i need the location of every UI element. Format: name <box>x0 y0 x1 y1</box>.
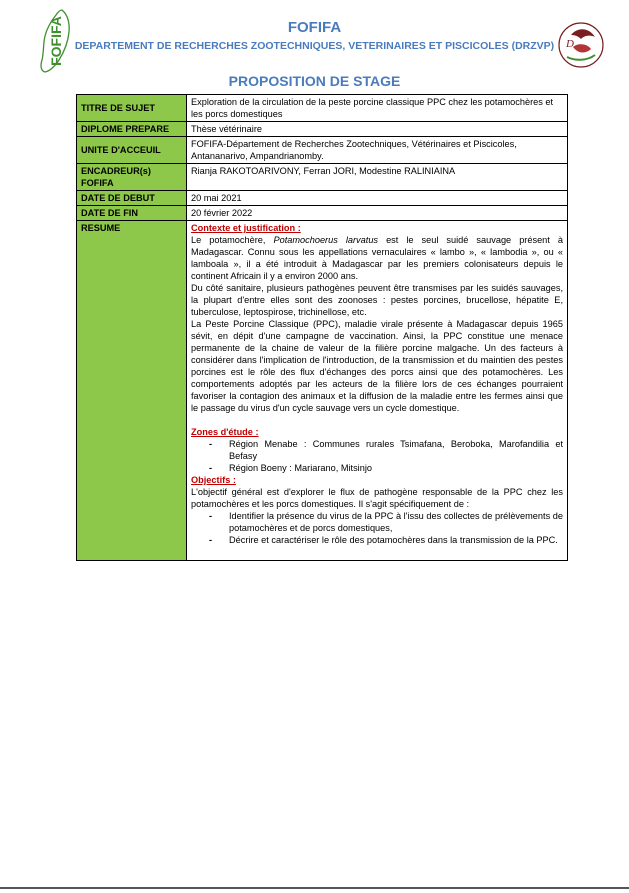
page-bottom-line <box>0 887 629 889</box>
paragraph-sanitaire: Du côté sanitaire, plusieurs pathogènes peuvent être transmises par les suidés sauvages, la plupart d'entre elles sont des zoonoses : pestes porcines, brucellose, hépatite E, tuberculose, leptospirose, trichinellose, etc. <box>191 283 563 317</box>
value-unite: FOFIFA-Département de Recherches Zootechniques, Vétérinaires et Piscicoles, Antananarivo, Ampandrianomby. <box>187 137 568 164</box>
objectifs-heading: Objectifs : <box>191 475 236 485</box>
label-fin: DATE DE FIN <box>77 206 187 221</box>
value-resume <box>187 221 568 561</box>
label-encadreur: ENCADREUR(s) FOFIFA <box>77 164 187 191</box>
label-diplome: DIPLOME PREPARE <box>77 122 187 137</box>
document-title: PROPOSITION DE STAGE <box>228 73 401 89</box>
proposal-table <box>76 94 568 561</box>
row-fin <box>77 206 568 221</box>
contexte-heading: Contexte et justification : <box>191 223 301 233</box>
label-resume: RESUME <box>77 221 187 561</box>
value-fin: 20 février 2022 <box>187 206 568 221</box>
list-item: - Région Boeny : Mariarano, Mitsinjo <box>201 462 563 474</box>
value-titre: Exploration de la circulation de la peste porcine classique PPC chez les potamochères et les porcs domestiques <box>187 95 568 122</box>
row-diplome <box>77 122 568 137</box>
svg-text:FOFIFA: FOFIFA <box>48 16 64 66</box>
value-diplome: Thèse vétérinaire <box>187 122 568 137</box>
department-name: DEPARTEMENT DE RECHERCHES ZOOTECHNIQUES, VETERINAIRES ET PISCICOLES (DRZVP) <box>74 40 555 52</box>
row-encadreur <box>77 164 568 191</box>
label-debut: DATE DE DEBUT <box>77 191 187 206</box>
species-name: Potamochoerus larvatus <box>273 235 379 245</box>
svg-text:D: D <box>566 38 574 50</box>
objectifs-list <box>191 510 563 546</box>
label-unite: UNITE D'ACCEUIL <box>77 137 187 164</box>
zones-list <box>191 438 563 474</box>
list-item: - Identifier la présence du virus de la PPC à l'issu des collectes de prélèvements de potamochères et de porcs domestiques, <box>201 510 563 534</box>
row-unite <box>77 137 568 164</box>
paragraph-potamochere <box>191 234 563 282</box>
list-item: - Région Menabe : Communes rurales Tsimafana, Beroboka, Marofandilia et Befasy <box>201 438 563 462</box>
objectifs-intro: L'objectif général est d'explorer le flux de pathogène responsable de la PPC chez les potamochères et les porcs domestiques. Il s'agit spécifiquement de : <box>191 487 563 509</box>
paragraph-ppc: La Peste Porcine Classique (PPC), maladie virale présente à Madagascar depuis 1965 sévit, en dépit d'une campagne de vaccination. Ainsi, la PPC constitue une menace permanente de la chaine de valeur de la filière porcine malgache. Un des facteurs à considérer dans l'implication de l'introduction, de la transmission et du maintien des pestes porcines est le rôle des flux d'échanges des porcs ainsi que des potamochères. Les comportements adoptés par les acteurs de la filière lors de ces échanges pourraient favoriser la contagion des animaux et la diffusion de la maladie entre les fermes ainsi que le passage du virus d'un cycle sauvage vers un cycle domestique. <box>191 319 563 413</box>
value-encadreur: Rianja RAKOTOARIVONY, Ferran JORI, Modestine RALINIAINA <box>187 164 568 191</box>
p1-start: Le potamochère, <box>191 235 274 245</box>
value-debut: 20 mai 2021 <box>187 191 568 206</box>
list-item: - Décrire et caractériser le rôle des potamochères dans la transmission de la PPC. <box>201 534 563 546</box>
p1-end: est le seul suidé sauvage présent à Madagascar. Connu sous les appellations vernaculaires « lambo », « lambodia », ou « lamboala », il a été introduit à Madagascar par les premiers colonisateurs depuis le continent Africain il y a environ 2000 ans. <box>191 235 563 281</box>
row-resume <box>77 221 568 561</box>
label-titre: TITRE DE SUJET <box>77 95 187 122</box>
zones-heading: Zones d'étude : <box>191 427 259 437</box>
org-name: FOFIFA <box>287 19 342 36</box>
row-debut <box>77 191 568 206</box>
row-titre <box>77 95 568 122</box>
